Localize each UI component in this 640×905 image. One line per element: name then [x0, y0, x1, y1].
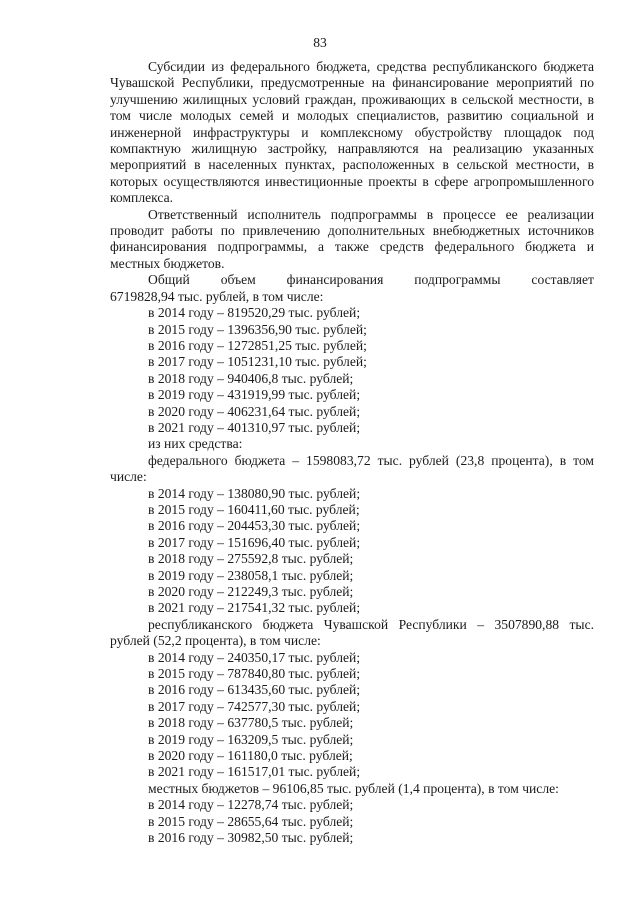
of-which-label: из них средства:: [148, 436, 243, 452]
federal-by-year-list: [110, 486, 594, 617]
list-item: в 2021 году – 217541,32 тыс. рублей;: [148, 600, 361, 616]
list-item: в 2015 году – 28655,64 тыс. рублей;: [148, 813, 354, 829]
list-item: в 2014 году – 12278,74 тыс. рублей;: [148, 797, 354, 813]
list-item: в 2018 году – 637780,5 тыс. рублей;: [148, 715, 354, 731]
federal-budget-heading: федерального бюджета – 1598083,72 тыс. рублей (23,8 процента), в том числе:: [110, 452, 594, 485]
list-item: в 2016 году – 30982,50 тыс. рублей;: [148, 830, 354, 846]
paragraph-total-line2: 6719828,94 тыс. рублей, в том числе:: [110, 288, 324, 304]
paragraph-subsidies: Субсидии из федерального бюджета, средства республиканского бюджета Чувашской Республики, предусмотренные на финансирование мероприятий по улучшению жилищных условий граждан, проживающих в сельской местности, в том числе молодых семей и молодых специалистов, развитию социальной и инженерной инфраструктуры и комплексному обустройству площадок под компактную жилищную застройку, направляются на реализацию указанных мероприятий в населенных пунктах, расположенных в сельской местности, в которых осуществляются инвестиционные проекты в сфере агропромышленного комплекса.: [110, 59, 594, 206]
list-item: в 2020 году – 406231,64 тыс. рублей;: [148, 403, 361, 419]
list-item: в 2020 году – 161180,0 тыс. рублей;: [148, 748, 353, 764]
list-item: в 2018 году – 275592,8 тыс. рублей;: [148, 551, 354, 567]
local-budget-heading: местных бюджетов – 96106,85 тыс. рублей (1,4 процента), в том числе:: [148, 780, 559, 796]
list-item: в 2019 году – 431919,99 тыс. рублей;: [148, 387, 361, 403]
list-item: в 2016 году – 204453,30 тыс. рублей;: [148, 518, 361, 534]
list-item: в 2017 году – 1051231,10 тыс. рублей;: [148, 354, 367, 370]
local-by-year-list: [110, 797, 594, 846]
list-item: в 2019 году – 163209,5 тыс. рублей;: [148, 731, 354, 747]
list-item: в 2016 году – 613435,60 тыс. рублей;: [148, 682, 361, 698]
list-item: в 2014 году – 240350,17 тыс. рублей;: [148, 649, 361, 665]
page-body: [110, 59, 594, 847]
total-by-year-list: [110, 305, 594, 436]
list-item: в 2019 году – 238058,1 тыс. рублей;: [148, 567, 354, 583]
republic-by-year-list: [110, 650, 594, 781]
list-item: в 2021 году – 161517,01 тыс. рублей;: [148, 764, 361, 780]
page-number: 83: [313, 35, 327, 50]
list-item: в 2018 году – 940406,8 тыс. рублей;: [148, 370, 354, 386]
list-item: в 2020 году – 212249,3 тыс. рублей;: [148, 584, 354, 599]
list-item: в 2014 году – 138080,90 тыс. рублей;: [148, 485, 361, 501]
list-item: в 2021 году – 401310,97 тыс. рублей;: [148, 419, 361, 435]
list-item: в 2015 году – 1396356,90 тыс. рублей;: [148, 321, 367, 337]
paragraph-total-line1: Общий объем финансирования подпрограммы составляет: [148, 272, 594, 288]
republic-budget-heading: республиканского бюджета Чувашской Республики – 3507890,88 тыс. рублей (52,2 процента), в том числе:: [110, 616, 594, 649]
list-item: в 2015 году – 787840,80 тыс. рублей;: [148, 666, 361, 682]
list-item: в 2014 году – 819520,29 тыс. рублей;: [148, 305, 361, 321]
list-item: в 2015 году – 160411,60 тыс. рублей;: [148, 501, 360, 517]
list-item: в 2016 году – 1272851,25 тыс. рублей;: [148, 337, 367, 353]
list-item: в 2017 году – 742577,30 тыс. рублей;: [148, 698, 361, 714]
paragraph-executor: Ответственный исполнитель подпрограммы в процессе ее реализации проводит работы по привлечению дополнительных внебюджетных источников финансирования подпрограммы, а также средств федерального бюджета и местных бюджетов.: [110, 206, 594, 271]
list-item: в 2017 году – 151696,40 тыс. рублей;: [148, 534, 361, 550]
